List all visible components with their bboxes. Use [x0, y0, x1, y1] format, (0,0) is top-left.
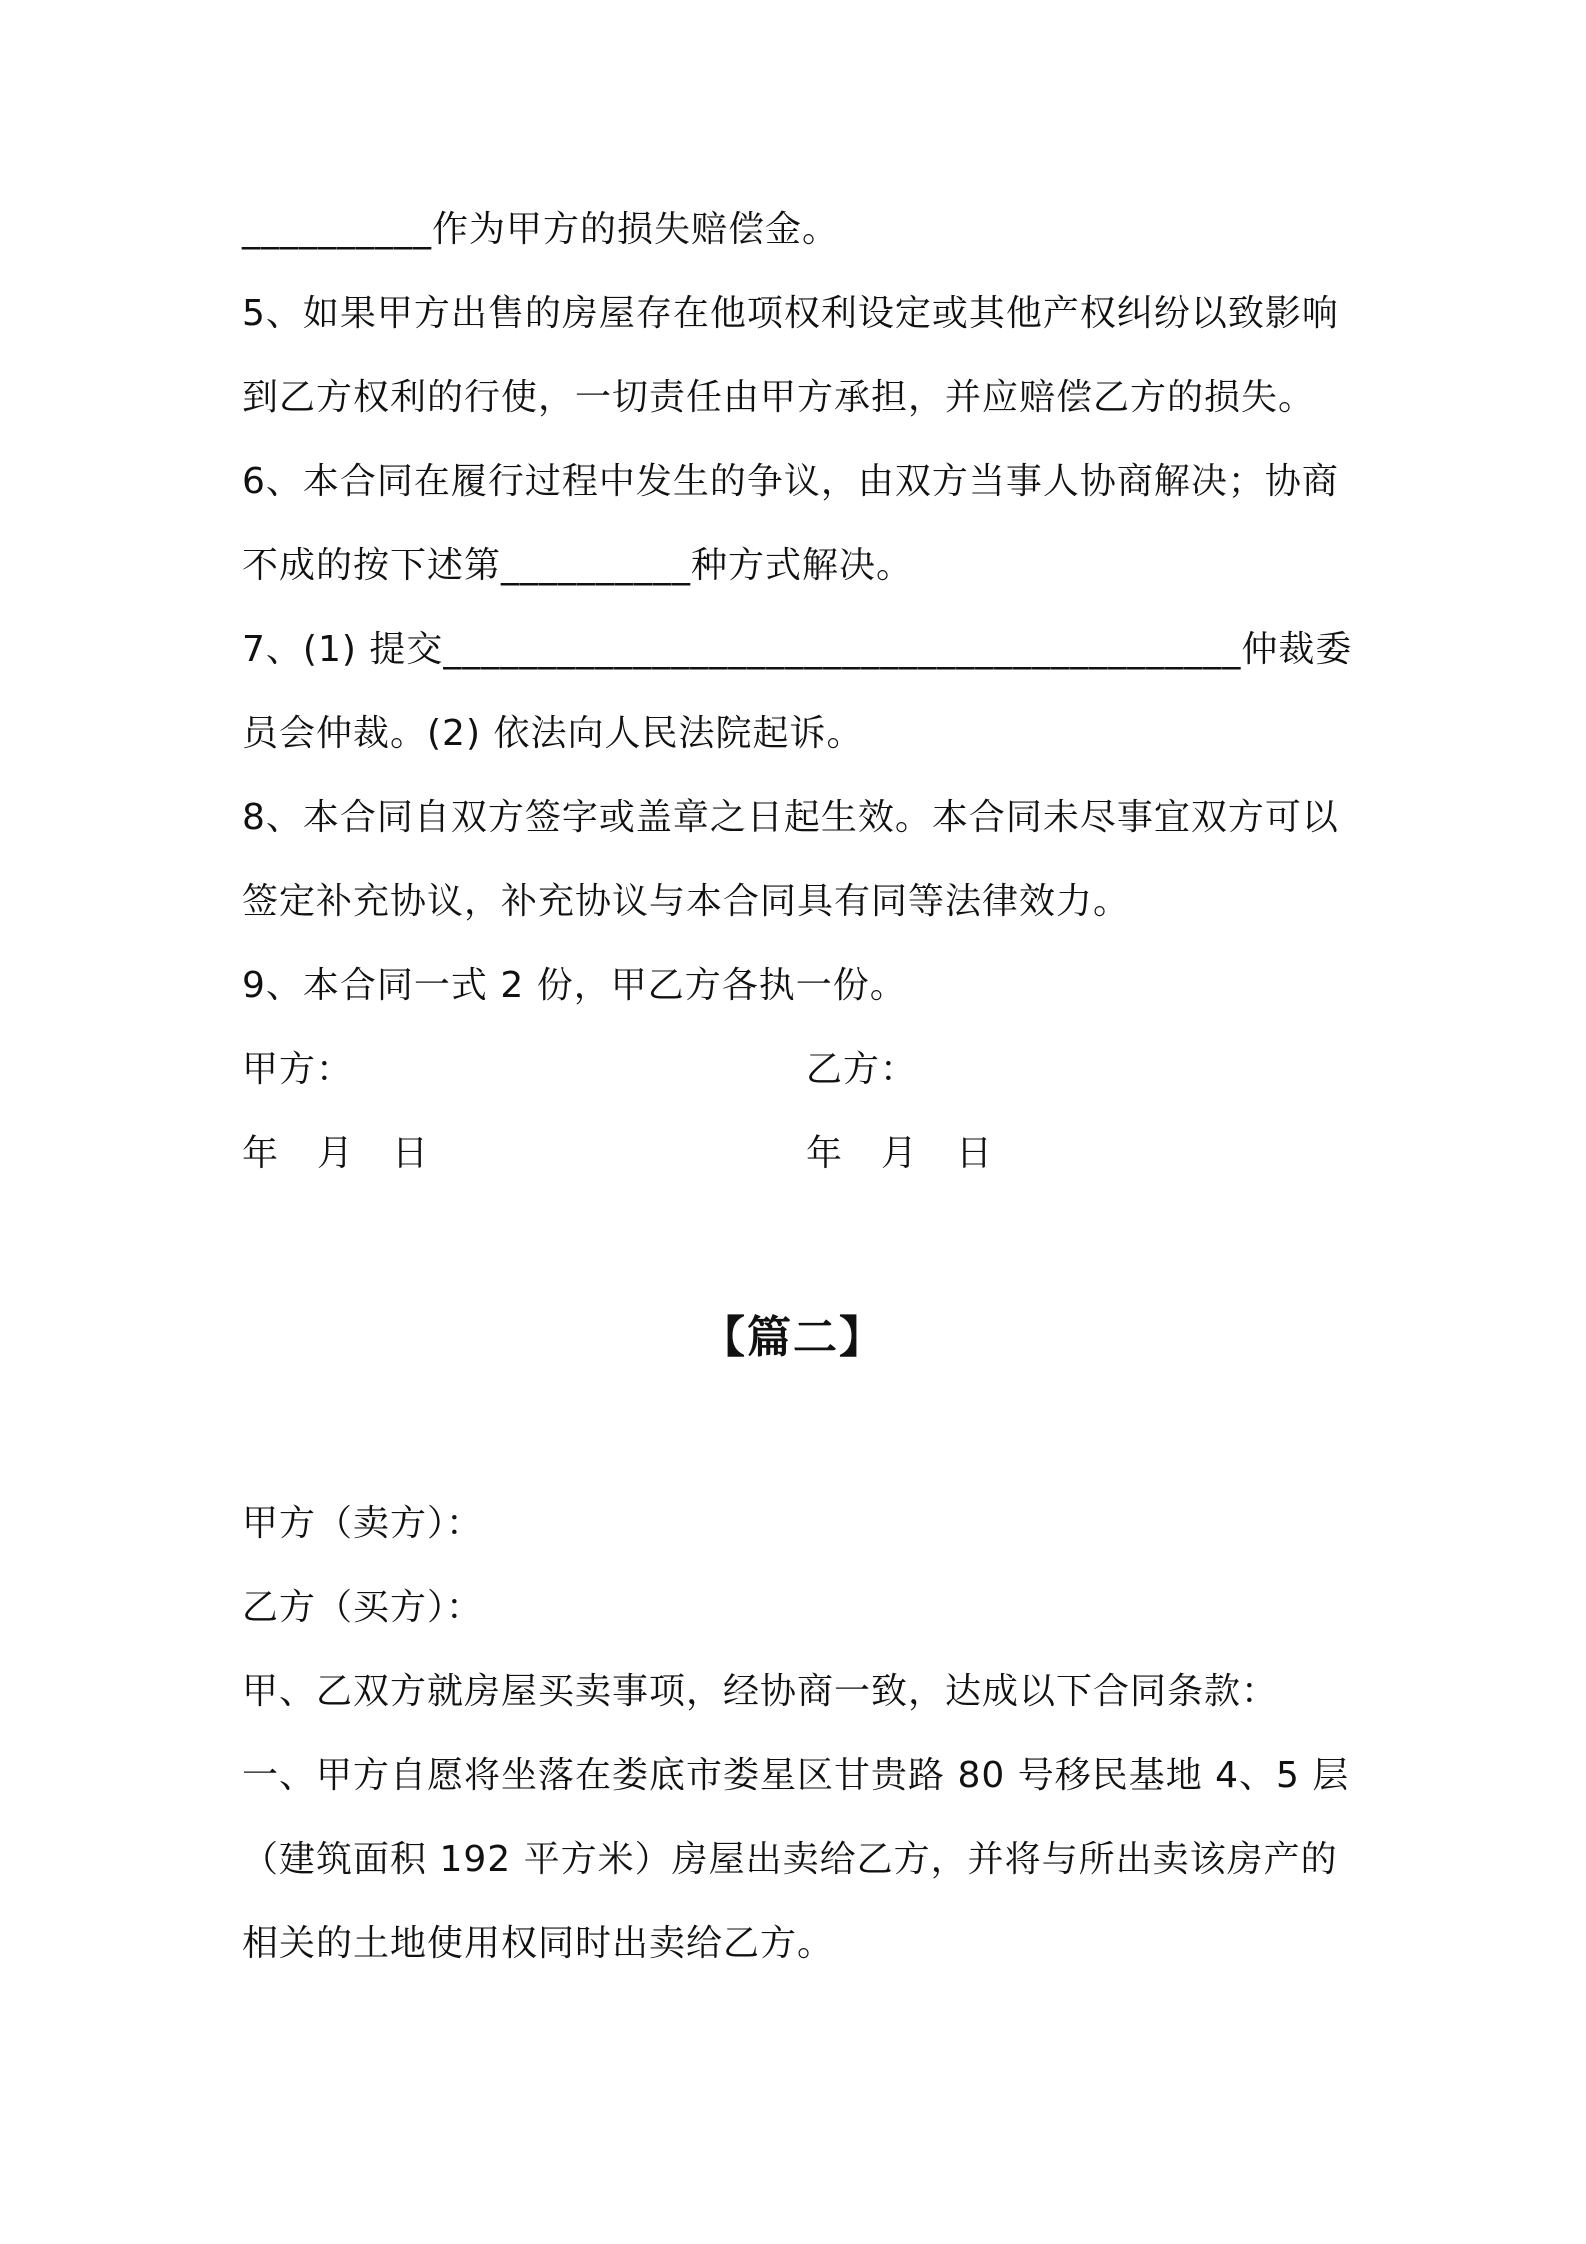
clause-line: 相关的土地使用权同时出卖给乙方。: [242, 1923, 835, 1964]
text-line: 9、本合同一式 2 份，甲乙方各执一份。: [242, 965, 907, 1006]
text-line: 6、本合同在履行过程中发生的争议，由双方当事人协商解决；协商: [242, 461, 1339, 502]
seller-label: 甲方（卖方）：: [242, 1503, 484, 1544]
text-line: 签定补充协议，补充协议与本合同具有同等法律效力。: [242, 881, 1131, 922]
text-line: 不成的按下述第__________种方式解决。: [242, 545, 914, 586]
text-line: 7、(1) 提交__________________________________________仲裁委: [242, 629, 1353, 670]
party-b-signature-label: 乙方：: [806, 1049, 918, 1090]
clause-line: 一、甲方自愿将坐落在娄底市娄星区甘贵路 80 号移民基地 4、5 层: [242, 1755, 1350, 1796]
date-day: 日: [956, 1133, 994, 1174]
text-line: 8、本合同自双方签字或盖章之日起生效。本合同未尽事宜双方可以: [242, 797, 1339, 838]
buyer-label: 乙方（买方）：: [242, 1587, 484, 1628]
date-month: 月: [317, 1133, 355, 1174]
party-a-date: [242, 1130, 1362, 1178]
text-line: 到乙方权利的行使，一切责任由甲方承担，并应赔偿乙方的损失。: [242, 377, 1316, 418]
party-a-signature-label: 甲方：: [242, 1049, 354, 1090]
intro-line: 甲、乙双方就房屋买卖事项，经协商一致，达成以下合同条款：: [242, 1671, 1279, 1712]
text-line: 员会仲裁。(2) 依法向人民法院起诉。: [242, 713, 864, 754]
clause-line: （建筑面积 192 平方米）房屋出卖给乙方，并将与所出卖该房产的: [242, 1839, 1338, 1880]
date-year: 年: [242, 1133, 280, 1174]
date-year: 年: [806, 1133, 844, 1174]
text-line: 5、如果甲方出售的房屋存在他项权利设定或其他产权纠纷以致影响: [242, 293, 1339, 334]
party-b-date: [806, 1130, 993, 1178]
date-month: 月: [881, 1133, 919, 1174]
date-day: 日: [392, 1133, 430, 1174]
text-line: __________作为甲方的损失赔偿金。: [242, 209, 840, 250]
section-heading: 【篇二】: [701, 1312, 885, 1363]
